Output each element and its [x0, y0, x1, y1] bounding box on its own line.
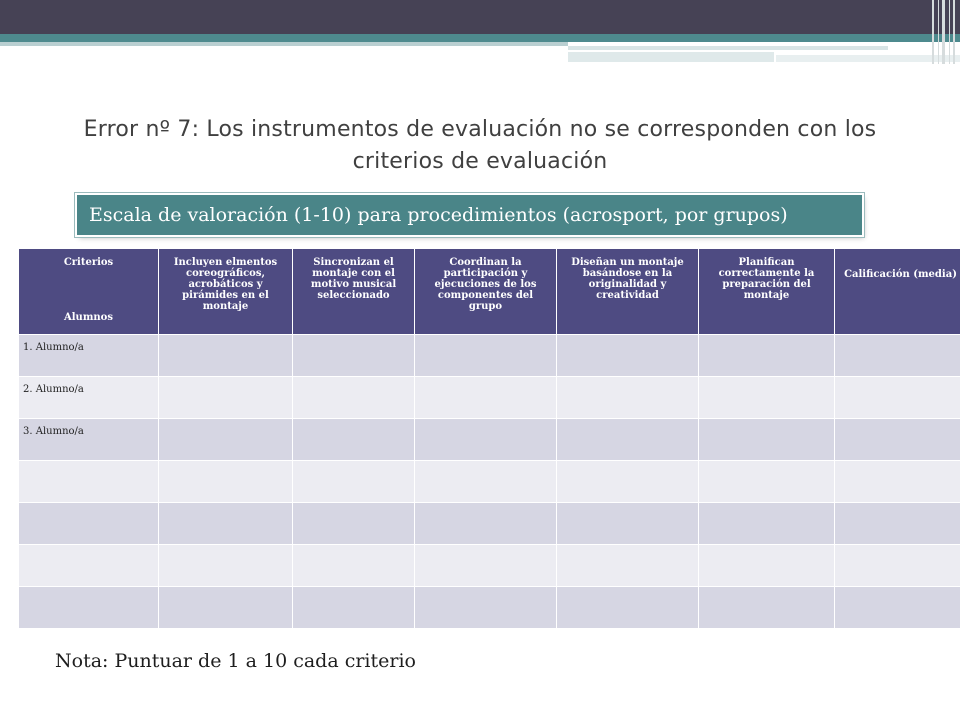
score-cell[interactable] — [293, 335, 415, 377]
table-row — [19, 545, 960, 587]
score-cell[interactable] — [699, 587, 835, 629]
score-cell[interactable] — [159, 461, 293, 503]
note-text: Nota: Puntuar de 1 a 10 cada criterio — [55, 650, 416, 672]
student-name-cell: 1. Alumno/a — [19, 335, 159, 377]
score-cell[interactable] — [835, 503, 960, 545]
score-cell[interactable] — [699, 419, 835, 461]
score-cell[interactable] — [159, 419, 293, 461]
score-cell[interactable] — [293, 503, 415, 545]
top-decor-stripe — [0, 42, 568, 46]
top-decor-stripe — [568, 46, 888, 50]
table-row — [19, 377, 960, 419]
student-name-cell — [19, 503, 159, 545]
score-cell[interactable] — [835, 335, 960, 377]
score-cell[interactable] — [699, 503, 835, 545]
header-criterios-alumnos — [19, 249, 159, 335]
slide-title: Error nº 7: Los instrumentos de evaluación no se corresponden con los criterios de evaluación — [83, 117, 877, 174]
score-cell[interactable] — [835, 545, 960, 587]
score-cell[interactable] — [835, 377, 960, 419]
score-cell[interactable] — [415, 587, 557, 629]
score-cell[interactable] — [415, 503, 557, 545]
table-header-row — [19, 249, 960, 335]
score-cell[interactable] — [557, 335, 699, 377]
header-criterion-1: Incluyen elmentos coreográficos, acrobáticos y pirámides en el montaje — [159, 249, 293, 335]
score-cell[interactable] — [415, 377, 557, 419]
score-cell[interactable] — [159, 377, 293, 419]
score-cell[interactable] — [159, 503, 293, 545]
score-cell[interactable] — [557, 461, 699, 503]
top-decor-bar — [0, 0, 960, 34]
score-cell[interactable] — [699, 377, 835, 419]
scale-banner: Escala de valoración (1-10) para procedimientos (acrosport, por grupos) — [77, 195, 862, 235]
score-cell[interactable] — [415, 545, 557, 587]
score-cell[interactable] — [835, 461, 960, 503]
score-cell[interactable] — [557, 419, 699, 461]
score-cell[interactable] — [293, 419, 415, 461]
score-cell[interactable] — [835, 419, 960, 461]
score-cell[interactable] — [557, 545, 699, 587]
top-decor-stripe — [0, 34, 960, 42]
score-cell[interactable] — [699, 461, 835, 503]
table-row — [19, 419, 960, 461]
score-cell[interactable] — [557, 587, 699, 629]
student-name-cell — [19, 587, 159, 629]
score-cell[interactable] — [415, 419, 557, 461]
score-cell[interactable] — [293, 461, 415, 503]
header-criterion-2: Sincronizan el montaje con el motivo musical seleccionado — [293, 249, 415, 335]
score-cell[interactable] — [415, 461, 557, 503]
header-criterion-3: Coordinan la participación y ejecuciones de los componentes del grupo — [415, 249, 557, 335]
table-row — [19, 335, 960, 377]
student-name-cell — [19, 545, 159, 587]
table-row — [19, 503, 960, 545]
score-cell[interactable] — [293, 587, 415, 629]
score-cell[interactable] — [699, 335, 835, 377]
top-decor-stripe — [568, 52, 774, 62]
header-criterion-4: Diseñan un montaje basándose en la originalidad y creatividad — [557, 249, 699, 335]
score-cell[interactable] — [293, 377, 415, 419]
corner-decor-lines — [930, 0, 960, 64]
evaluation-table — [18, 248, 960, 629]
student-name-cell — [19, 461, 159, 503]
score-cell[interactable] — [159, 545, 293, 587]
header-criterion-5: Planifican correctamente la preparación del montaje — [699, 249, 835, 335]
student-name-cell: 3. Alumno/a — [19, 419, 159, 461]
score-cell[interactable] — [293, 545, 415, 587]
score-cell[interactable] — [159, 587, 293, 629]
header-alumnos: Alumnos — [64, 312, 113, 323]
score-cell[interactable] — [699, 545, 835, 587]
table-row — [19, 587, 960, 629]
student-name-cell: 2. Alumno/a — [19, 377, 159, 419]
header-calificacion: Calificación (media) — [835, 249, 960, 335]
score-cell[interactable] — [835, 587, 960, 629]
header-criterios: Criterios — [63, 257, 114, 268]
score-cell[interactable] — [159, 335, 293, 377]
score-cell[interactable] — [557, 503, 699, 545]
score-cell[interactable] — [415, 335, 557, 377]
score-cell[interactable] — [557, 377, 699, 419]
table-row — [19, 461, 960, 503]
